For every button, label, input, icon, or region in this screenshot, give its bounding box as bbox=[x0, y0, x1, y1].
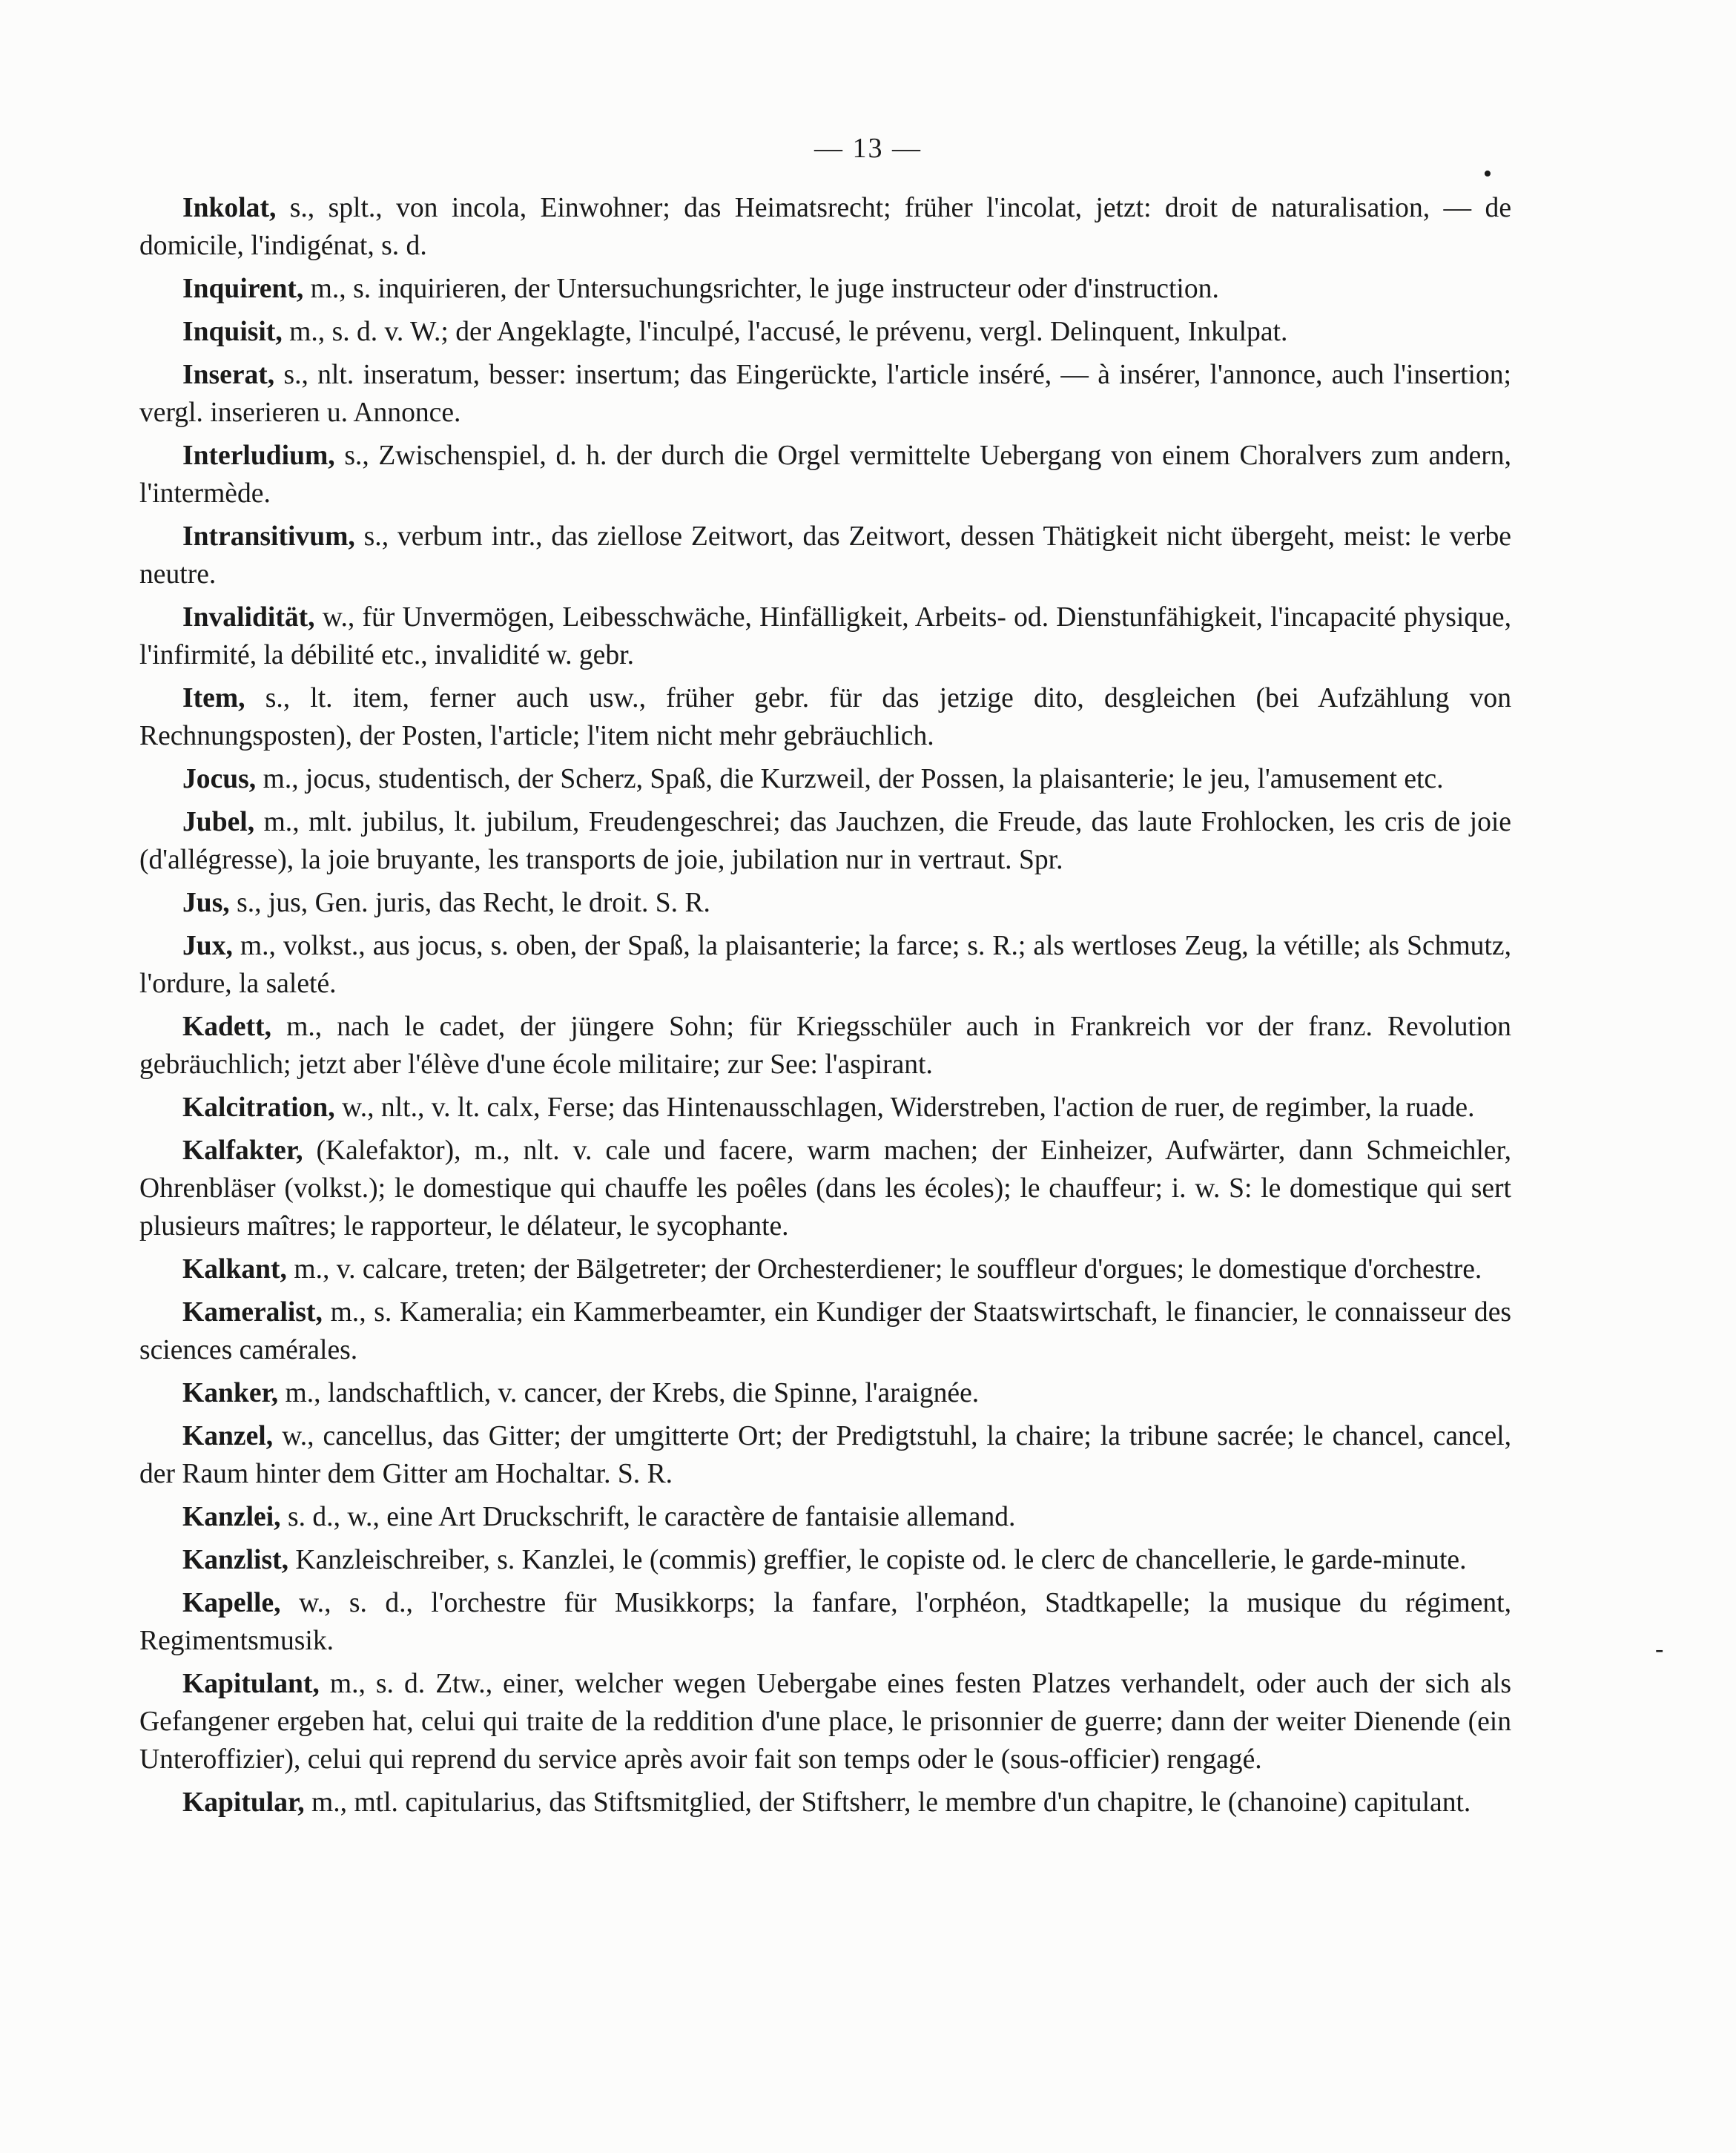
headword: Kanker, bbox=[182, 1378, 279, 1408]
entry-list bbox=[139, 189, 1511, 1827]
headword: Intransitivum, bbox=[182, 521, 355, 552]
headword: Item, bbox=[182, 683, 245, 713]
dictionary-entry bbox=[139, 437, 1511, 512]
definition: m., s. Kameralia; ein Kammerbeamter, ein Kundiger der Staatswirtschaft, le financier, le connaisseur des sciences camérales. bbox=[139, 1297, 1511, 1365]
dictionary-entry bbox=[139, 1089, 1511, 1127]
headword: Kanzlist, bbox=[182, 1545, 289, 1575]
page-dot-mark: • bbox=[1483, 160, 1492, 188]
definition: s., Zwischenspiel, d. h. der durch die Orgel vermittelte Uebergang von einem Choralvers zum andern, l'intermède. bbox=[139, 441, 1511, 509]
definition: Kanzleischreiber, s. Kanzlei, le (commis) greffier, le copiste od. le clerc de chancellerie, le garde-minute. bbox=[295, 1545, 1467, 1575]
headword: Kameralist, bbox=[182, 1297, 323, 1328]
dictionary-entry bbox=[139, 1417, 1511, 1493]
headword: Kapelle, bbox=[182, 1588, 281, 1618]
headword: Jubel, bbox=[182, 807, 255, 837]
definition: w., cancellus, das Gitter; der umgitterte Ort; der Predigtstuhl, la chaire; la tribune sacrée; le chancel, cancel, der Raum hinter dem Gitter am Hochaltar. S. R. bbox=[139, 1421, 1511, 1489]
headword: Kapitular, bbox=[182, 1787, 305, 1818]
definition: m., nach le cadet, der jüngere Sohn; für Kriegsschüler auch in Frankreich vor der franz. Revolution gebräuchlich; jetzt aber l'élève d'une école militaire; zur See: l'aspirant. bbox=[139, 1012, 1511, 1080]
definition: m., s. d. v. W.; der Angeklagte, l'inculpé, l'accusé, le prévenu, vergl. Delinquent, Inkulpat. bbox=[289, 317, 1288, 347]
definition: s., lt. item, ferner auch usw., früher gebr. für das jetzige dito, desgleichen (bei Aufzählung von Rechnungsposten), der Posten, l'article; l'item nicht mehr gebräuchlich. bbox=[139, 683, 1511, 751]
definition: m., mtl. capitularius, das Stiftsmitglied, der Stiftsherr, le membre d'un chapitre, le (chanoine) capitulant. bbox=[311, 1787, 1471, 1818]
definition: s. d., w., eine Art Druckschrift, le caractère de fantaisie allemand. bbox=[287, 1502, 1016, 1532]
dictionary-entry bbox=[139, 189, 1511, 265]
dictionary-entry bbox=[139, 1374, 1511, 1412]
headword: Inquirent, bbox=[182, 274, 304, 304]
dictionary-entry bbox=[139, 679, 1511, 755]
definition: s., nlt. inseratum, besser: insertum; das Eingerückte, l'article inséré, — à insérer, l'annonce, auch l'insertion; vergl. inserieren u. Annonce. bbox=[139, 360, 1511, 428]
dictionary-entry bbox=[139, 927, 1511, 1003]
definition: w., nlt., v. lt. calx, Ferse; das Hintenausschlagen, Widerstreben, l'action de ruer, de regimber, la ruade. bbox=[342, 1092, 1475, 1123]
dictionary-entry bbox=[139, 313, 1511, 351]
definition: s., jus, Gen. juris, das Recht, le droit. S. R. bbox=[237, 888, 710, 918]
headword: Interludium, bbox=[182, 441, 335, 471]
headword: Inquisit, bbox=[182, 317, 283, 347]
headword: Invalidität, bbox=[182, 602, 315, 633]
definition: m., s. inquirieren, der Untersuchungsrichter, le juge instructeur oder d'instruction. bbox=[310, 274, 1219, 304]
definition: (Kalefaktor), m., nlt. v. cale und facere, warm machen; der Einheizer, Aufwärter, dann Schmeichler, Ohrenbläser (volkst.); le domestique qui chauffe les poêles (dans les écoles); le chauffeur; i. w. S: le domestique qui sert plusieurs maîtres; le rapporteur, le délateur, le sycophante. bbox=[139, 1135, 1511, 1242]
dictionary-entry bbox=[139, 270, 1511, 308]
dictionary-entry bbox=[139, 1584, 1511, 1660]
headword: Inserat, bbox=[182, 360, 275, 390]
dictionary-entry bbox=[139, 1784, 1511, 1821]
headword: Kalkant, bbox=[182, 1254, 287, 1285]
definition: m., volkst., aus jocus, s. oben, der Spaß, la plaisanterie; la farce; s. R.; als wertloses Zeug, la vétille; als Schmutz, l'ordure, la saleté. bbox=[139, 931, 1511, 999]
definition: m., landschaftlich, v. cancer, der Krebs, die Spinne, l'araignée. bbox=[285, 1378, 980, 1408]
definition: s., verbum intr., das ziellose Zeitwort, das Zeitwort, dessen Thätigkeit nicht übergeht, meist: le verbe neutre. bbox=[139, 521, 1511, 590]
definition: m., mlt. jubilus, lt. jubilum, Freudengeschrei; das Jauchzen, die Freude, das laute Frohlocken, les cris de joie (d'allégresse), la joie bruyante, les transports de joie, jubilation nur in vertraut. Spr. bbox=[139, 807, 1511, 875]
headword: Jus, bbox=[182, 888, 230, 918]
headword: Kapitulant, bbox=[182, 1669, 320, 1699]
dictionary-entry bbox=[139, 1293, 1511, 1369]
headword: Kalcitration, bbox=[182, 1092, 335, 1123]
dictionary-entry bbox=[139, 518, 1511, 593]
dictionary-entry bbox=[139, 1498, 1511, 1536]
headword: Jux, bbox=[182, 931, 233, 961]
headword: Kalfakter, bbox=[182, 1135, 303, 1166]
headword: Kadett, bbox=[182, 1012, 272, 1042]
definition: m., s. d. Ztw., einer, welcher wegen Uebergabe eines festen Platzes verhandelt, oder auch der sich als Gefangener ergeben hat, celui qui traite de la reddition d'une place, le prisonnier de guerre; dann der weiter Dienende (ein Unteroffizier), celui qui reprend du service après avoir fait son temps oder le (sous-officier) rengagé. bbox=[139, 1669, 1511, 1775]
headword: Kanzel, bbox=[182, 1421, 274, 1451]
definition: s., splt., von incola, Einwohner; das Heimatsrecht; früher l'incolat, jetzt: droit de naturalisation, — de domicile, l'indigénat, s. d. bbox=[139, 193, 1511, 261]
headword: Kanzlei, bbox=[182, 1502, 281, 1532]
dictionary-entry bbox=[139, 760, 1511, 798]
dictionary-entry bbox=[139, 1008, 1511, 1084]
dictionary-entry bbox=[139, 356, 1511, 432]
dictionary-entry bbox=[139, 599, 1511, 674]
definition: m., v. calcare, treten; der Bälgetreter; der Orchesterdiener; le souffleur d'orgues; le domestique d'orchestre. bbox=[294, 1254, 1482, 1285]
dictionary-entry bbox=[139, 1250, 1511, 1288]
definition: m., jocus, studentisch, der Scherz, Spaß, die Kurzweil, der Possen, la plaisanterie; le jeu, l'amusement etc. bbox=[263, 764, 1444, 794]
dictionary-entry bbox=[139, 1665, 1511, 1778]
margin-mark: - bbox=[1655, 1635, 1664, 1663]
dictionary-entry bbox=[139, 884, 1511, 922]
dictionary-entry bbox=[139, 1541, 1511, 1579]
headword: Inkolat, bbox=[182, 193, 277, 223]
dictionary-entry bbox=[139, 803, 1511, 879]
page-number: — 13 — bbox=[814, 133, 922, 164]
definition: w., s. d., l'orchestre für Musikkorps; la fanfare, l'orphéon, Stadtkapelle; la musique du régiment, Regimentsmusik. bbox=[139, 1588, 1511, 1656]
definition: w., für Unvermögen, Leibesschwäche, Hinfälligkeit, Arbeits- od. Dienstunfähigkeit, l'incapacité physique, l'infirmité, la débilité etc., invalidité w. gebr. bbox=[139, 602, 1511, 670]
dictionary-entry bbox=[139, 1132, 1511, 1245]
headword: Jocus, bbox=[182, 764, 257, 794]
